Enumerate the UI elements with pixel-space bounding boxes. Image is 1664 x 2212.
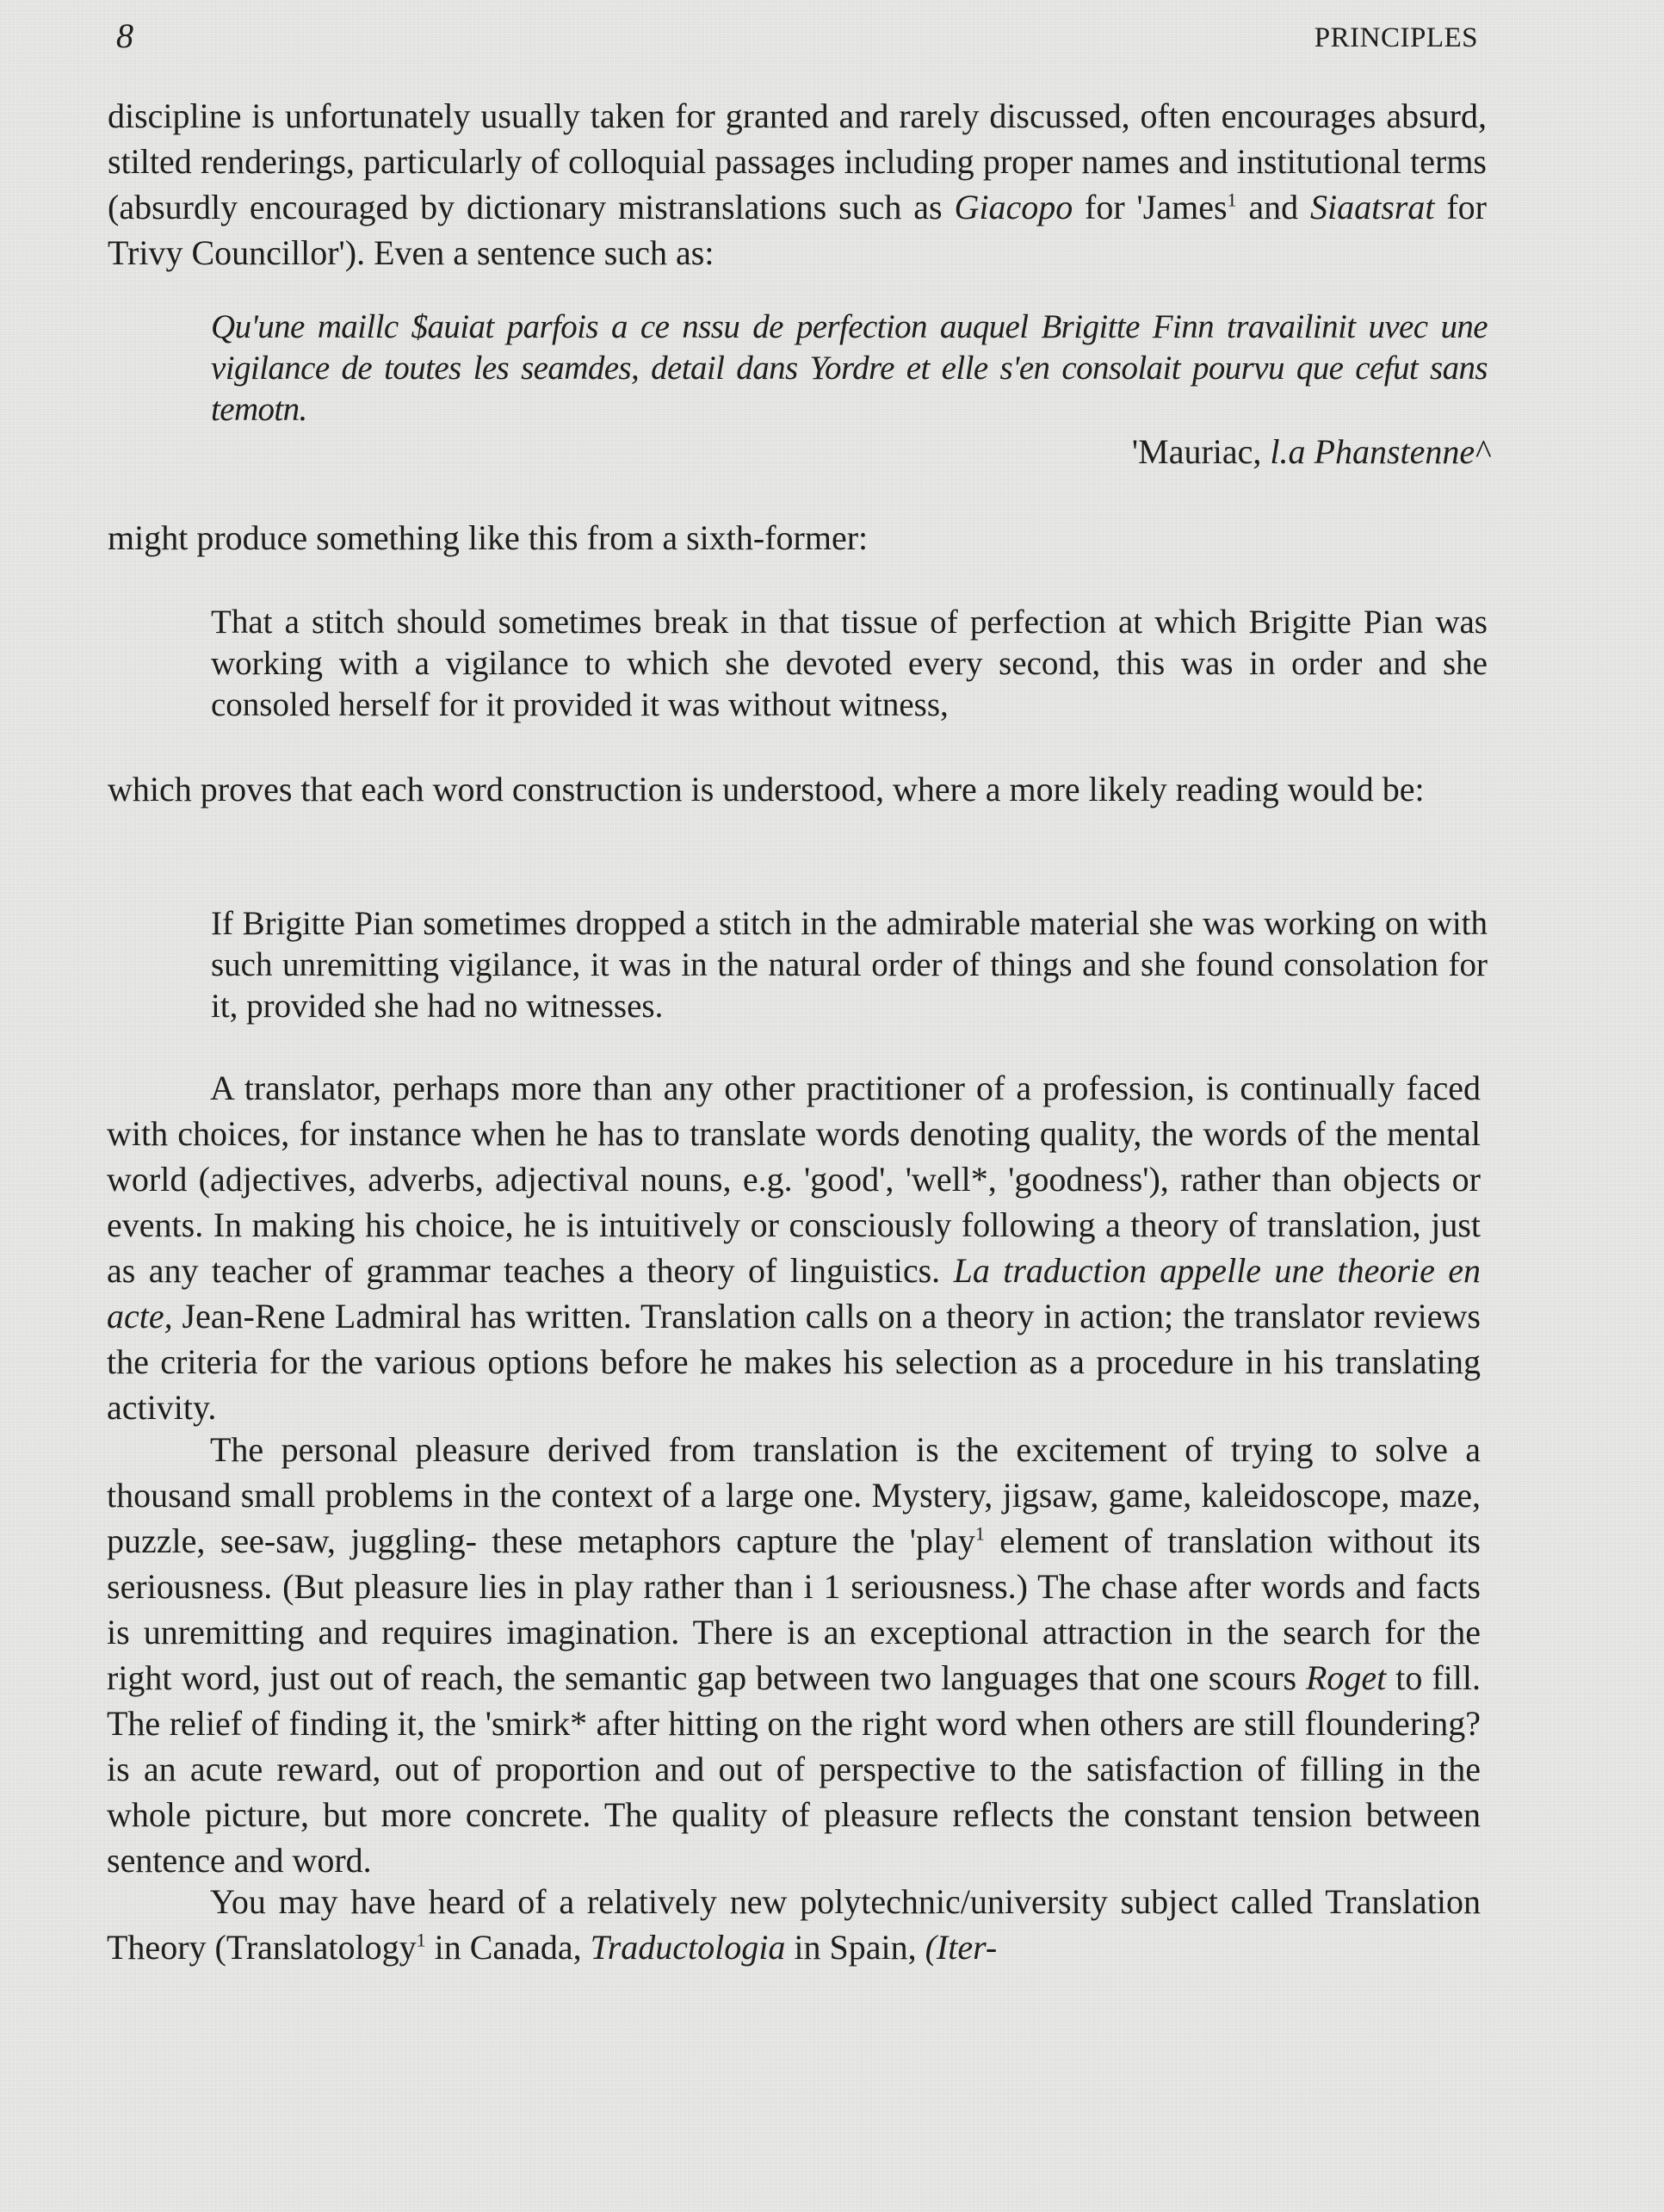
- paragraph-personal-pleasure: [107, 1427, 1481, 1883]
- paragraph-text: You may have heard of a relatively new polytechnic/university subject called Translation Theory (Translatology: [107, 1882, 1481, 1967]
- paragraph-text: The personal pleasure derived from translation is the excitement of trying to solve a thousand small problems in the context of a large one. Mystery, jigsaw, game, kaleidoscope, maze, puzzle, see-saw, juggling- these metaphors capture the 'play: [107, 1430, 1481, 1560]
- footnote-mark: 1: [416, 1929, 426, 1951]
- paragraph-text: element of translation without its seriousness. (But pleasure lies in play rather than i 1 seriousness.) The chase after words and facts is unremitting and requires imagination. There is an exceptional attraction in the search for the right word, just out of reach, the semantic gap between two languages that one scours: [107, 1521, 1481, 1697]
- paragraph-text: and: [1236, 188, 1311, 226]
- paragraph-text: to fill. The relief of finding it, the 'smirk* after hitting on the right word when others are still floundering? is an acute reward, out of proportion and out of perspective to the satisfaction of filling in the whole picture, but more concrete. The quality of pleasure reflects the constant tension between sentence and word.: [107, 1658, 1482, 1880]
- paragraph-translator-choices: [107, 1065, 1481, 1430]
- paragraph-text: for 'James: [1073, 188, 1228, 226]
- paragraph-translation-theory: [107, 1879, 1481, 1970]
- paragraph-discipline: [108, 93, 1487, 276]
- paragraph-text: A translator, perhaps more than any other practitioner of a profession, is continually faced with choices, for instance when he has to translate words denoting quality, the words of the mental world (adjectives, adverbs, adjectival nouns, e.g. 'good', 'well*, 'goodness'), rather than objects or events. In making his choice, he is intuitively or consciously following a theory of translation, just as any teacher of grammar teaches a theory of linguistics.: [107, 1069, 1481, 1290]
- footnote-mark: 1: [974, 1522, 985, 1545]
- italic-term-siaatsrat: Siaatsrat: [1310, 188, 1435, 226]
- literal-translation-quote: That a stitch should sometimes break in that tissue of perfection at which Brigitte Pian was working with a vigilance to which she devoted every second, this was in order and she consoled herself for it provided it was without witness,: [211, 604, 1488, 723]
- italic-term-giacopo: Giacopo: [954, 188, 1073, 226]
- paragraph-text: in Spain,: [785, 1928, 925, 1967]
- italic-term-roget: Roget: [1305, 1658, 1387, 1697]
- paragraph-text: for Trivy Councillor'). Even a sentence such as:: [108, 188, 1487, 272]
- natural-translation-quote: If Brigitte Pian sometimes dropped a stitch in the admirable material she was working on with such unremitting vigilance, it was in the natural order of things and she found consolation for it, provided she had no witnesses.: [211, 905, 1488, 1025]
- footnote-mark: 1: [1227, 189, 1237, 211]
- paragraph-text: in Canada,: [425, 1928, 591, 1967]
- paragraph-sixth-former: might produce something like this from a sixth-former:: [108, 518, 869, 557]
- quotation-attribution: [1132, 429, 1489, 475]
- italic-term-traductologia: Traductologia: [590, 1928, 786, 1967]
- page-number: 8: [116, 16, 133, 55]
- italic-quotation-ladmiral: La traduction appelle une theorie en acte,: [107, 1251, 1481, 1335]
- paragraph-text: discipline is unfortunately usually taken for granted and rarely discussed, often encourages absurd, stilted renderings, particularly of colloquial passages including proper names and institutional terms (absurdly encouraged by dictionary mistranslations such as: [108, 96, 1487, 226]
- paragraph-more-likely-reading: which proves that each word construction is understood, where a more likely reading would be:: [108, 770, 1425, 809]
- french-quotation: Qu'une maillc $auiat parfois a ce nssu de perfection auquel Brigitte Finn travailinit uvec une vigilance de toutes les seamdes, detail dans Yordre et elle s'en consolait pourvu que cefut sans temotn.: [211, 308, 1488, 428]
- attribution-work: l.a Phanstenne^: [1270, 432, 1489, 471]
- attribution-author: 'Mauriac,: [1131, 432, 1271, 471]
- running-title: PRINCIPLES: [1314, 22, 1478, 53]
- italic-term-iter: (Iter-: [925, 1928, 998, 1967]
- paragraph-text: Jean-Rene Ladmiral has written. Translation calls on a theory in action; the translator reviews the criteria for the various options before he makes his selection as a procedure in his translating activity.: [107, 1297, 1481, 1427]
